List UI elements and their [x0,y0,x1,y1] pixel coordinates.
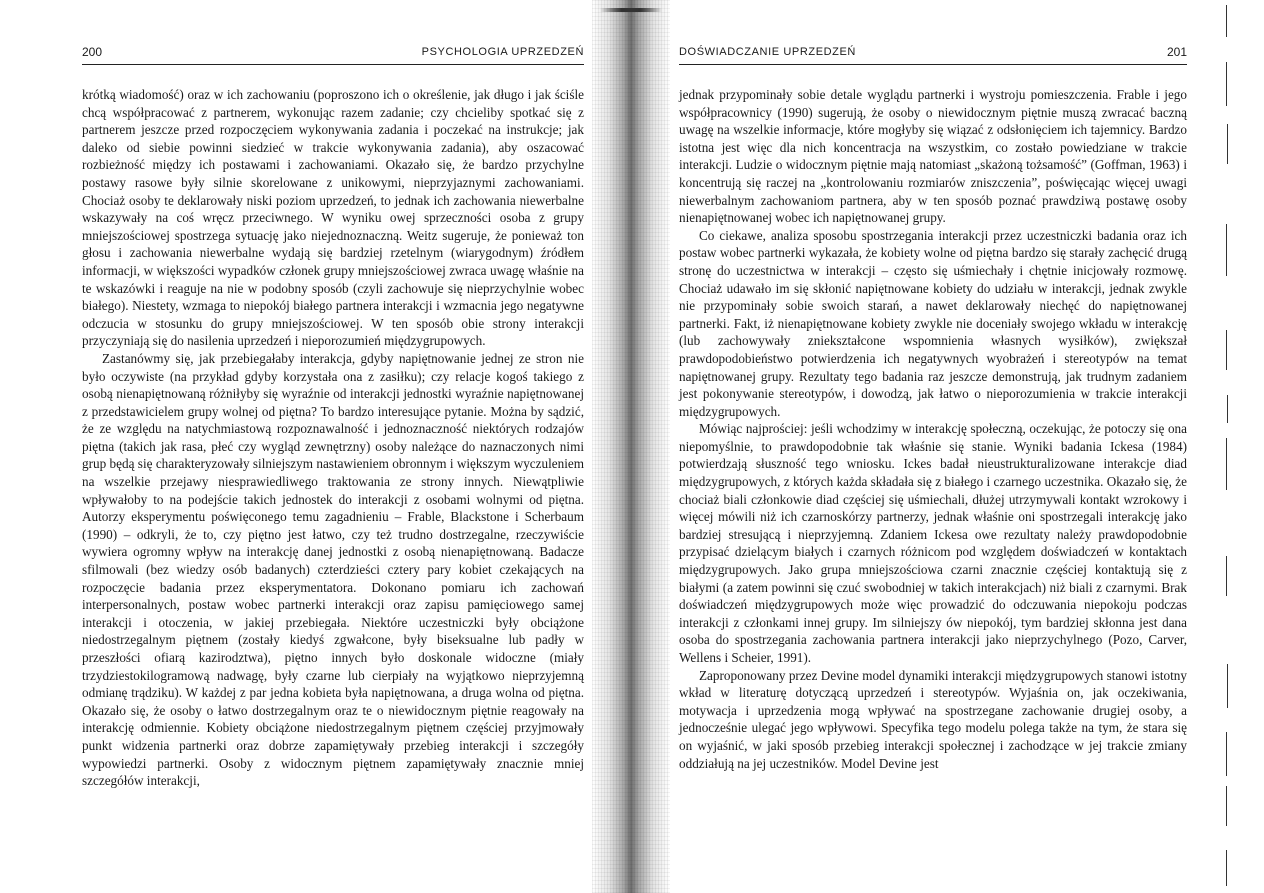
right-body-text [679,86,1187,772]
book-gutter-shadow [592,0,670,893]
left-paragraph-2: Zastanówmy się, jak przebiegałaby interakcja, gdyby napiętnowanie jednej ze stron nie było oczywiste (na przykład gdyby korzystała ona z zasiłku); czy relacje kogoś takiego z osobą nienapiętnowaną różniłyby się wyraźnie od interakcji jednostki wyraźnie napiętnowanej z przedstawicielem grupy wolnej od piętna? To bardzo interesujące pytanie. Można by sądzić, że ze względu na natychmiastową rozpoznawalność i jednoznaczność niektórych rodzajów piętna (takich jak rasa, płeć czy wygląd zewnętrzny) osoby należące do naznaczonych nimi grup będą się charakteryzowały silniejszym nastawieniem obronnym i większym wyczuleniem na wszelkie przejawy niesprawiedliwego traktowania ze strony innych. Niewątpliwie wpływałoby to na podejście takich jednostek do interakcji z osobami wolnymi od piętna. Autorzy eksperymentu poświęconego temu zagadnieniu – Frable, Blackstone i Scherbaum (1990) – odkryli, że to, czy piętno jest łatwo, czy też trudno dostrzegalne, rzeczywiście wywiera ogromny wpływ na interakcję danej jednostki z osobą nienapiętnowaną. Badacze sfilmowali (bez wiedzy osób badanych) czterdzieści cztery pary kobiet czekających na rozpoczęcie badania przez eksperymentatora. Dokonano pomiaru ich zachowań interpersonalnych, postaw wobec partnerki interakcji oraz zapisu pamięciowego samej interakcji i otoczenia, w jakiej przebiegała. Niektóre uczestniczki były obciążone niedostrzegalnym piętnem (zostały kiedyś zgwałcone, były biseksualne lub padły w przeszłości ofiarą kazirodztwa), piętno innych było doskonale widoczne (miały trzydziestokilogramową nadwagę, były czarne lub cierpiały na wyjątkowo nieprzyjemną odmianę trądziku). W każdej z par jedna kobieta była napiętnowana, a druga wolna od piętna. Okazało się, że osoby o łatwo dostrzegalnym oraz te o niewidocznym piętnie reagowały na interakcję odmiennie. Kobiety obciążone niedostrzegalnym piętnem częściej przyjmowały punkt widzenia partnerki oraz dobrze zapamiętywały przebieg interakcji i szczegóły wypowiedzi partnerki. Osoby z widocznym piętnem zapamiętywały znacznie mniej szczegółów interakcji, [82,350,584,789]
left-body-text [82,86,584,790]
left-page-number: 200 [82,45,103,60]
right-running-title: DOŚWIADCZANIE UPRZEDZEŃ [679,46,856,59]
right-page-number: 201 [1166,45,1187,60]
right-paragraph-4: Zaproponowany przez Devine model dynamiki interakcji międzygrupowych stanowi istotny wkład w literaturę dotyczącą uprzedzeń i stereotypów. Wyjaśnia on, jak oczekiwania, motywacja i uprzedzenia mogą wpływać na spostrzegane zachowanie drugiej osoby, a jednocześnie ulegać jego wpływowi. Specyfika tego modelu polega także na tym, że stara się on wyjaśnić, w jaki sposób przebieg interakcji społecznej i zachodzące w jej trakcie zmiany oddziałują na jej uczestników. Model Devine jest [679,667,1187,771]
left-page [82,44,584,790]
right-paragraph-2: Co ciekawe, analiza sposobu spostrzegania interakcji przez uczestniczki badania oraz ich postaw wobec partnerki wykazała, że kobiety wolne od piętna bardzo się starały zachęcić drugą stronę do uczestnictwa w interakcji – często się uśmiechały i chętnie inicjowały rozmowę. Chociaż udawało im się skłonić napiętnowane kobiety do udziału w interakcji, jednak zwykle nie przypominały sobie swoich starań, a nawet deklarowały niechęć do napiętnowanej partnerki. Fakt, iż nienapiętnowane kobiety zwykle nie doceniały swojego wkładu w interakcję (lub zachowywały zniekształcone wspomnienia własnych wysiłków), zwiększał prawdopodobieństwo potwierdzenia ich negatywnych wyobrażeń i stereotypów na temat napiętnowanej grupy. Rezultaty tego badania raz jeszcze demonstrują, jak trudnym zadaniem jest pokonywanie stereotypów, i dowodzą, jak łatwo o nieporozumienia w trakcie interakcji międzygrupowych. [679,227,1187,419]
right-paragraph-1: jednak przypominały sobie detale wyglądu partnerki i wystroju pomieszczenia. Frable i jego współpracownicy (1990) sugerują, że osoby o niewidocznym piętnie muszą zwracać baczną uwagę na wszelkie informacje, które mogłyby się wiązać z odsłonięciem ich tajemnicy. Bardzo istotna jest więc dla nich koncentracja na wszystkim, co zostało powiedziane w trakcie interakcji. Ludzie o widocznym piętnie mają natomiast „skażoną tożsamość” (Goffman, 1963) i koncentrują się raczej na „kontrolowaniu rozmiarów zniszczenia”, poświęcając więcej uwagi niewerbalnym zachowaniom partnera, aby w ten sposób poznać prawdziwą postawę osoby nienapiętnowanej wobec ich napiętnowanej grupy. [679,87,1187,226]
gutter-binding-mark [600,8,662,12]
right-running-head [679,44,1187,65]
page-edge-marks [1222,0,1252,893]
left-paragraph-1: krótką wiadomość) oraz w ich zachowaniu (poproszono ich o określenie, jak długo i jak ściśle chcą współpracować z partnerem, wykonując razem zadanie; czy chcieliby spotkać się z partnerem jeszcze przed rozpoczęciem wykonywania zadania i poczekać na instrukcje; jak daleko od siebie powinni siedzieć w trakcie wykonywania zadania), aby oszacować rozbieżność między ich postawami i zachowaniami. Okazało się, że bardzo przychylne postawy rasowe były silnie skorelowane z unikowymi, nieprzyjaznymi zachowaniami. Chociaż osoby te deklarowały niski poziom uprzedzeń, to jednak ich zachowania niewerbalne wskazywały na coś wręcz przeciwnego. W wyniku owej sprzeczności osoba z grupy mniejszościowej spostrzega sytuację jako niejednoznaczną. Weitz sugeruje, że ponieważ ton głosu i zachowania niewerbalne wydają się bardziej rzetelnym (wiarygodnym) źródłem informacji, w większości wypadków członek grupy mniejszościowej zwraca uwagę właśnie na te wskazówki i reaguje na nie w podobny sposób (czyli zachowuje się nieprzychylnie wobec białego). Niestety, wzmaga to niepokój białego partnera interakcji i wzmacnia jego negatywne odczucia w stosunku do grupy mniejszościowej. W ten sposób obie strony interakcji przyczyniają się do nasilenia uprzedzeń i nieporozumień międzygrupowych. [82,87,584,349]
left-running-head [82,44,584,65]
right-paragraph-3: Mówiąc najprościej: jeśli wchodzimy w interakcję społeczną, oczekując, że potoczy się ona niepomyślnie, to prawdopodobnie tak właśnie się stanie. Wyniki badania Ickesa (1984) potwierdzają słuszność tego wniosku. Ickes badał nieustrukturalizowane interakcje diad międzygrupowych, z których każda składała się z białego i czarnego uczestnika. Okazało się, że chociaż biali członkowie diad częściej się uśmiechali, dłużej utrzymywali kontakt wzrokowy i więcej mówili niż ich czarnoskórzy partnerzy, jednak właśnie oni spostrzegali interakcję jako bardziej stresującą i nieprzyjemną. Zdaniem Ickesa owe rezultaty należy prawdopodobnie przypisać dzielącym białych i czarnych różnicom pod względem doświadczeń w kontaktach międzygrupowych. Jako grupa mniejszościowa czarni znacznie częściej kontaktują się z białymi (a zatem powinni się czuć swobodniej w takich interakcjach) niż biali z czarnymi. Brak doświadczeń międzygrupowych może więc prowadzić do odczuwania niepokoju podczas interakcji z członkami innej grupy. Im silniejszy ów niepokój, tym bardziej skłonna jest dana osoba do spostrzegania zachowania partnera interakcji jako nieprzychylnego (Pozo, Carver, Wellens i Scheier, 1991). [679,421,1187,665]
left-running-title: PSYCHOLOGIA UPRZEDZEŃ [421,46,584,59]
right-page [679,44,1187,772]
